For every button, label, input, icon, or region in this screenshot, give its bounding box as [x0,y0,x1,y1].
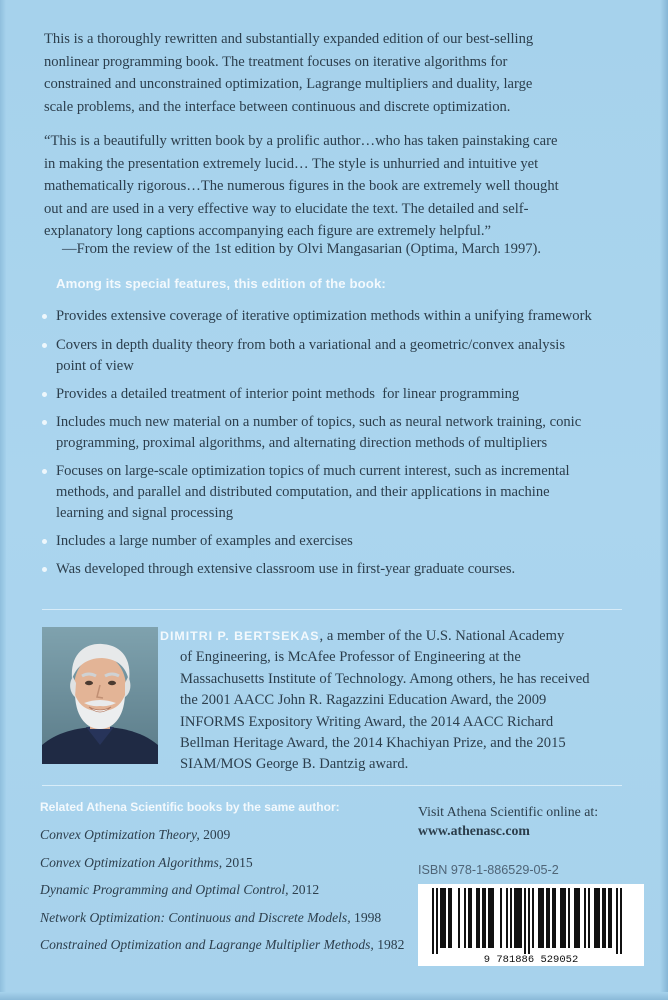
barcode-bar [440,888,442,948]
bullet-dot [42,314,47,319]
barcode-bar [596,888,598,948]
book-year: 1982 [373,937,405,953]
book-title: Network Optimization: Continuous and Discrete Models, [40,909,351,925]
intro-line: This is a thoroughly rewritten and substantially expanded edition of our best-selling [44,31,534,47]
barcode-bar [546,888,548,948]
feature-item [42,412,642,454]
barcode-bar [478,888,480,948]
barcode-bar [540,888,542,948]
publisher-info [418,802,658,840]
section-divider [42,609,622,610]
barcode-bar [432,888,434,954]
bio-first-line [160,626,630,647]
feature-item [42,335,642,377]
barcode-digits: 9 781886 529052 [483,954,579,966]
barcode-bar [490,888,492,948]
intro-line: scale problems, and the interface between continuous and discrete optimization. [44,98,511,115]
related-book [40,936,420,954]
book-title: Convex Optimization Theory, [40,827,200,842]
barcode-bar [532,888,534,948]
book-year: 2012 [288,882,320,898]
cover-edge-bottom [0,992,668,1000]
related-books-heading: Related Athena Scientific books by the same author: [40,800,340,814]
bullet-dot [42,539,47,544]
feature-item [42,384,642,405]
barcode-bar [444,888,446,948]
related-book [40,826,420,844]
intro-paragraph [44,28,624,118]
barcode-bar [594,888,596,948]
bio-line: Bellman Heritage Award, the 2014 Khachiyan Prize, and the 2015 [180,735,566,752]
quote-line: explanatory long captions accompanying each figure are extremely helpful.” [44,223,491,240]
barcode-bar [564,888,566,948]
barcode-bar [608,888,610,948]
feature-item [42,306,642,327]
barcode-bars [432,888,622,954]
isbn-barcode [418,884,644,966]
feature-line: methods, and parallel and distributed computation, and their applications in machine [56,484,550,500]
bullet-dot [42,420,47,425]
barcode-bar [468,888,470,948]
quote-attribution: —From the review of the 1st edition by Olvi Mangasarian (Optima, March 1997). [62,241,542,257]
related-book [40,881,420,899]
feature-item [42,531,642,552]
barcode-bar [548,888,550,948]
quote-line: “This is a beautifully written book by a prolific author…who has taken painstaking care [44,133,558,149]
feature-line: Was developed through extensive classroom use in first-year graduate courses. [56,561,516,577]
barcode-bar [616,888,618,954]
section-divider [42,785,622,786]
features-list [42,306,642,587]
author-name: DIMITRI P. BERTSEKAS [160,629,320,643]
barcode-bar [524,888,526,954]
barcode-bar [610,888,612,948]
related-book [40,854,420,872]
barcode-bar [484,888,486,948]
feature-item [42,559,642,580]
barcode-bar [458,888,460,948]
barcode-bar [520,888,522,948]
barcode-bar [602,888,604,948]
feature-line: point of view [56,358,134,374]
barcode-bar [604,888,606,948]
barcode-bar [506,888,508,948]
book-year: 2009 [199,827,231,842]
bullet-dot [42,343,47,348]
barcode-bar [554,888,556,948]
visit-text: Visit Athena Scientific online at: [418,804,599,819]
barcode-bar [516,888,518,948]
barcode-bar [518,888,520,948]
publisher-url: www.athenasc.com [418,823,530,838]
bio-line: of Engineering, is McAfee Professor of Engineering at the [180,649,521,666]
barcode-bar [510,888,512,948]
book-title: Convex Optimization Algorithms, [40,854,223,870]
cover-edge-left [0,0,6,1000]
barcode-bar [588,888,590,948]
bullet-dot [42,392,47,397]
book-title: Dynamic Programming and Optimal Control, [40,882,289,898]
feature-line: Provides a detailed treatment of interior point methods for linear programming [56,386,520,402]
bio-line: the 2001 AACC John R. Ragazzini Education Award, the 2009 [180,692,547,709]
barcode-bar [500,888,502,948]
barcode-bar [442,888,444,948]
barcode-bar [560,888,562,948]
barcode-bar [562,888,564,948]
author-portrait-drawing [42,627,158,764]
quote-line: in making the presentation extremely lucid… The style is unhurried and intuitive yet [44,155,539,172]
barcode-bar [482,888,484,948]
barcode-bar [492,888,494,948]
feature-line: programming, proximal algorithms, and alternating direction methods of multipliers [56,435,548,451]
feature-line: Covers in depth duality theory from both a variational and a geometric/convex analysis [56,337,566,353]
barcode-bar [620,888,622,954]
feature-line: Provides extensive coverage of iterative optimization methods within a unifying framework [56,308,592,324]
barcode-bar [568,888,570,948]
quote-line: out and are used in a very effective way to elucidate the text. The detailed and self- [44,200,529,217]
feature-line: Includes much new material on a number of topics, such as neural network training, conic [56,414,582,430]
feature-item [42,461,642,524]
intro-line: constrained and unconstrained optimization, Lagrange multipliers and duality, large [44,76,533,93]
bio-text: , a member of the U.S. National Academy [319,628,565,644]
author-bio [160,626,630,776]
bullet-dot [42,567,47,572]
feature-line: Focuses on large-scale optimization topics of much current interest, such as incremental [56,463,570,479]
feature-line: Includes a large number of examples and exercises [56,533,353,549]
barcode-bar [542,888,544,948]
related-books-list [40,826,420,964]
barcode-bar [574,888,576,948]
barcode-bar [488,888,490,948]
barcode-bar [528,888,530,954]
review-quote [44,130,634,243]
author-photo [42,627,158,764]
bio-line: INFORMS Expository Writing Award, the 2014 AACC Richard [180,713,554,730]
barcode-bar [576,888,578,948]
bio-line: Massachusetts Institute of Technology. Among others, he has received [180,670,590,687]
barcode-bar [552,888,554,948]
bullet-dot [42,469,47,474]
intro-line: nonlinear programming book. The treatment focuses on iterative algorithms for [44,53,508,70]
barcode-graphic [418,884,644,966]
barcode-bar [436,888,438,954]
feature-line: learning and signal processing [56,505,234,521]
quote-line: mathematically rigorous…The numerous figures in the book are extremely well thought [44,178,559,195]
barcode-bar [464,888,466,948]
book-year: 1998 [350,909,382,925]
bio-line: SIAM/MOS George B. Dantzig award. [180,756,409,773]
isbn-label: ISBN 978-1-886529-05-2 [418,863,559,877]
barcode-bar [578,888,580,948]
cover-edge-right [660,0,668,1000]
barcode-bar [538,888,540,948]
barcode-bar [476,888,478,948]
features-heading: Among its special features, this edition of the book: [56,276,386,291]
book-title: Constrained Optimization and Lagrange Multiplier Methods, [40,937,374,953]
barcode-bar [584,888,586,948]
barcode-bar [450,888,452,948]
barcode-bar [598,888,600,948]
book-year: 2015 [222,854,253,870]
barcode-bar [514,888,516,948]
barcode-bar [448,888,450,948]
related-book [40,909,420,927]
barcode-bar [470,888,472,948]
